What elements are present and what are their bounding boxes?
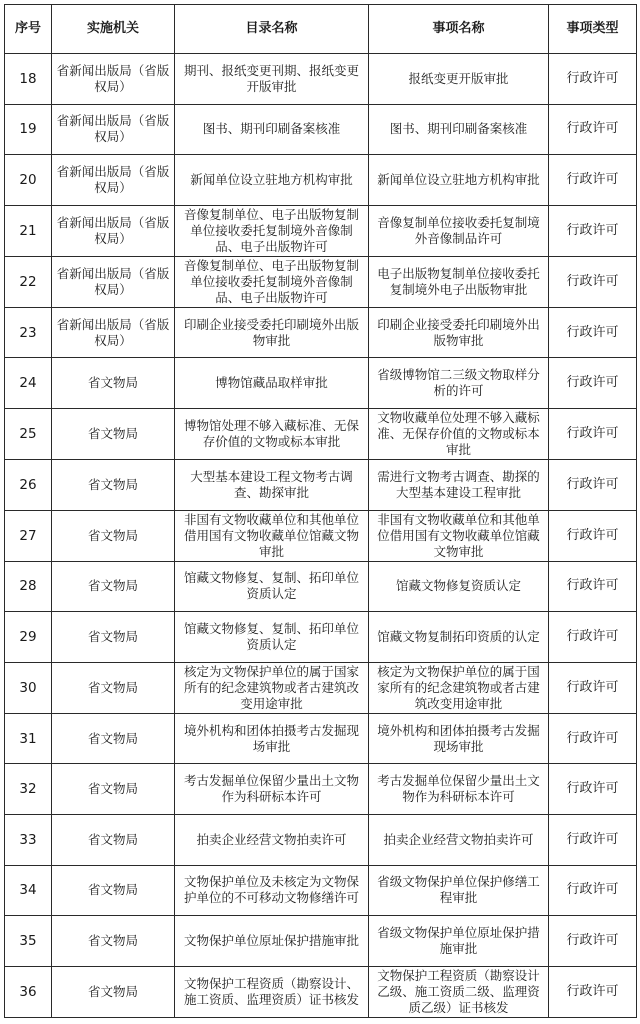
- cell-item-type: 行政许可: [549, 612, 637, 663]
- cell-item-name: 省级文物保护单位保护修缮工程审批: [369, 865, 549, 916]
- cell-item-name: 馆藏文物复制拓印资质的认定: [369, 612, 549, 663]
- cell-item-type: 行政许可: [549, 814, 637, 865]
- cell-item-type: 行政许可: [549, 865, 637, 916]
- cell-seq: 29: [5, 612, 52, 663]
- cell-item-type: 行政许可: [549, 307, 637, 358]
- cell-catalog-name: 核定为文物保护单位的属于国家所有的纪念建筑物或者古建筑改变用途审批: [175, 662, 369, 713]
- cell-seq: 22: [5, 256, 52, 307]
- cell-catalog-name: 音像复制单位、电子出版物复制单位接收委托复制境外音像制品、电子出版物许可: [175, 205, 369, 256]
- cell-agency: 省文物局: [52, 408, 175, 459]
- table-row: [5, 966, 637, 1017]
- cell-catalog-name: 印刷企业接受委托印刷境外出版物审批: [175, 307, 369, 358]
- cell-catalog-name: 文物保护单位及未核定为文物保护单位的不可移动文物修缮许可: [175, 865, 369, 916]
- cell-catalog-name: 馆藏文物修复、复制、拓印单位资质认定: [175, 561, 369, 612]
- cell-agency: 省新闻出版局（省版权局）: [52, 256, 175, 307]
- cell-item-name: 拍卖企业经营文物拍卖许可: [369, 814, 549, 865]
- table-row: [5, 408, 637, 459]
- cell-item-name: 考古发掘单位保留少量出土文物作为科研标本许可: [369, 764, 549, 815]
- table-row: [5, 865, 637, 916]
- cell-item-type: 行政许可: [549, 764, 637, 815]
- cell-item-type: 行政许可: [549, 104, 637, 155]
- cell-agency: 省文物局: [52, 916, 175, 967]
- cell-agency: 省文物局: [52, 764, 175, 815]
- cell-agency: 省文物局: [52, 510, 175, 561]
- cell-seq: 26: [5, 459, 52, 510]
- cell-agency: 省新闻出版局（省版权局）: [52, 155, 175, 206]
- cell-agency: 省文物局: [52, 662, 175, 713]
- table-header-row: [5, 5, 637, 54]
- cell-seq: 34: [5, 865, 52, 916]
- cell-seq: 31: [5, 713, 52, 764]
- table-row: [5, 104, 637, 155]
- cell-agency: 省新闻出版局（省版权局）: [52, 104, 175, 155]
- header-seq: 序号: [5, 5, 52, 54]
- cell-agency: 省文物局: [52, 814, 175, 865]
- document-page: [4, 4, 636, 1020]
- header-catalog-name: 目录名称: [175, 5, 369, 54]
- table-row: [5, 54, 637, 105]
- table-row: [5, 459, 637, 510]
- cell-item-name: 新闻单位设立驻地方机构审批: [369, 155, 549, 206]
- cell-item-type: 行政许可: [549, 459, 637, 510]
- table-row: [5, 814, 637, 865]
- cell-catalog-name: 文物保护工程资质（勘察设计、施工资质、监理资质）证书核发: [175, 966, 369, 1017]
- cell-item-name: 电子出版物复制单位接收委托复制境外电子出版物审批: [369, 256, 549, 307]
- table-row: [5, 764, 637, 815]
- cell-item-type: 行政许可: [549, 662, 637, 713]
- cell-item-type: 行政许可: [549, 205, 637, 256]
- cell-catalog-name: 拍卖企业经营文物拍卖许可: [175, 814, 369, 865]
- cell-item-type: 行政许可: [549, 561, 637, 612]
- cell-agency: 省新闻出版局（省版权局）: [52, 205, 175, 256]
- table-row: [5, 256, 637, 307]
- cell-item-type: 行政许可: [549, 510, 637, 561]
- table-row: [5, 205, 637, 256]
- cell-item-type: 行政许可: [549, 713, 637, 764]
- cell-agency: 省文物局: [52, 713, 175, 764]
- cell-item-name: 印刷企业接受委托印刷境外出版物审批: [369, 307, 549, 358]
- cell-item-name: 馆藏文物修复资质认定: [369, 561, 549, 612]
- table-row: [5, 713, 637, 764]
- cell-catalog-name: 新闻单位设立驻地方机构审批: [175, 155, 369, 206]
- cell-item-type: 行政许可: [549, 256, 637, 307]
- cell-item-type: 行政许可: [549, 966, 637, 1017]
- cell-seq: 32: [5, 764, 52, 815]
- cell-catalog-name: 博物馆藏品取样审批: [175, 358, 369, 409]
- approval-items-table: [4, 4, 637, 1018]
- cell-item-name: 报纸变更开版审批: [369, 54, 549, 105]
- cell-seq: 23: [5, 307, 52, 358]
- cell-seq: 27: [5, 510, 52, 561]
- cell-catalog-name: 境外机构和团体拍摄考古发掘现场审批: [175, 713, 369, 764]
- cell-item-name: 境外机构和团体拍摄考古发掘现场审批: [369, 713, 549, 764]
- cell-agency: 省文物局: [52, 459, 175, 510]
- cell-seq: 21: [5, 205, 52, 256]
- cell-agency: 省文物局: [52, 561, 175, 612]
- cell-agency: 省文物局: [52, 358, 175, 409]
- cell-seq: 19: [5, 104, 52, 155]
- cell-item-name: 非国有文物收藏单位和其他单位借用国有文物收藏单位馆藏文物审批: [369, 510, 549, 561]
- table-row: [5, 916, 637, 967]
- header-item-type: 事项类型: [549, 5, 637, 54]
- cell-item-name: 核定为文物保护单位的属于国家所有的纪念建筑物或者古建筑改变用途审批: [369, 662, 549, 713]
- cell-agency: 省新闻出版局（省版权局）: [52, 54, 175, 105]
- header-item-name: 事项名称: [369, 5, 549, 54]
- cell-catalog-name: 非国有文物收藏单位和其他单位借用国有文物收藏单位馆藏文物审批: [175, 510, 369, 561]
- table-row: [5, 662, 637, 713]
- table-row: [5, 561, 637, 612]
- cell-agency: 省文物局: [52, 612, 175, 663]
- cell-agency: 省文物局: [52, 966, 175, 1017]
- table-row: [5, 155, 637, 206]
- cell-catalog-name: 大型基本建设工程文物考古调查、勘探审批: [175, 459, 369, 510]
- cell-catalog-name: 馆藏文物修复、复制、拓印单位资质认定: [175, 612, 369, 663]
- cell-seq: 24: [5, 358, 52, 409]
- cell-catalog-name: 文物保护单位原址保护措施审批: [175, 916, 369, 967]
- table-body: [5, 54, 637, 1018]
- cell-seq: 28: [5, 561, 52, 612]
- table-row: [5, 612, 637, 663]
- cell-item-type: 行政许可: [549, 155, 637, 206]
- cell-item-type: 行政许可: [549, 916, 637, 967]
- cell-item-name: 文物收藏单位处理不够入藏标准、无保存价值的文物或标本审批: [369, 408, 549, 459]
- table-row: [5, 510, 637, 561]
- table-row: [5, 307, 637, 358]
- cell-item-name: 文物保护工程资质（勘察设计乙级、施工资质二级、监理资质乙级）证书核发: [369, 966, 549, 1017]
- cell-seq: 25: [5, 408, 52, 459]
- cell-seq: 33: [5, 814, 52, 865]
- cell-item-name: 省级博物馆二三级文物取样分析的许可: [369, 358, 549, 409]
- cell-catalog-name: 图书、期刊印刷备案核准: [175, 104, 369, 155]
- cell-seq: 20: [5, 155, 52, 206]
- cell-item-type: 行政许可: [549, 54, 637, 105]
- cell-seq: 36: [5, 966, 52, 1017]
- cell-seq: 35: [5, 916, 52, 967]
- cell-seq: 18: [5, 54, 52, 105]
- cell-item-name: 省级文物保护单位原址保护措施审批: [369, 916, 549, 967]
- cell-catalog-name: 音像复制单位、电子出版物复制单位接收委托复制境外音像制品、电子出版物许可: [175, 256, 369, 307]
- header-agency: 实施机关: [52, 5, 175, 54]
- cell-catalog-name: 考古发掘单位保留少量出土文物作为科研标本许可: [175, 764, 369, 815]
- cell-agency: 省新闻出版局（省版权局）: [52, 307, 175, 358]
- cell-item-name: 需进行文物考古调查、勘探的大型基本建设工程审批: [369, 459, 549, 510]
- cell-item-name: 音像复制单位接收委托复制境外音像制品许可: [369, 205, 549, 256]
- table-row: [5, 358, 637, 409]
- cell-item-type: 行政许可: [549, 358, 637, 409]
- cell-item-name: 图书、期刊印刷备案核准: [369, 104, 549, 155]
- cell-catalog-name: 博物馆处理不够入藏标准、无保存价值的文物或标本审批: [175, 408, 369, 459]
- cell-seq: 30: [5, 662, 52, 713]
- cell-agency: 省文物局: [52, 865, 175, 916]
- cell-catalog-name: 期刊、报纸变更刊期、报纸变更开版审批: [175, 54, 369, 105]
- cell-item-type: 行政许可: [549, 408, 637, 459]
